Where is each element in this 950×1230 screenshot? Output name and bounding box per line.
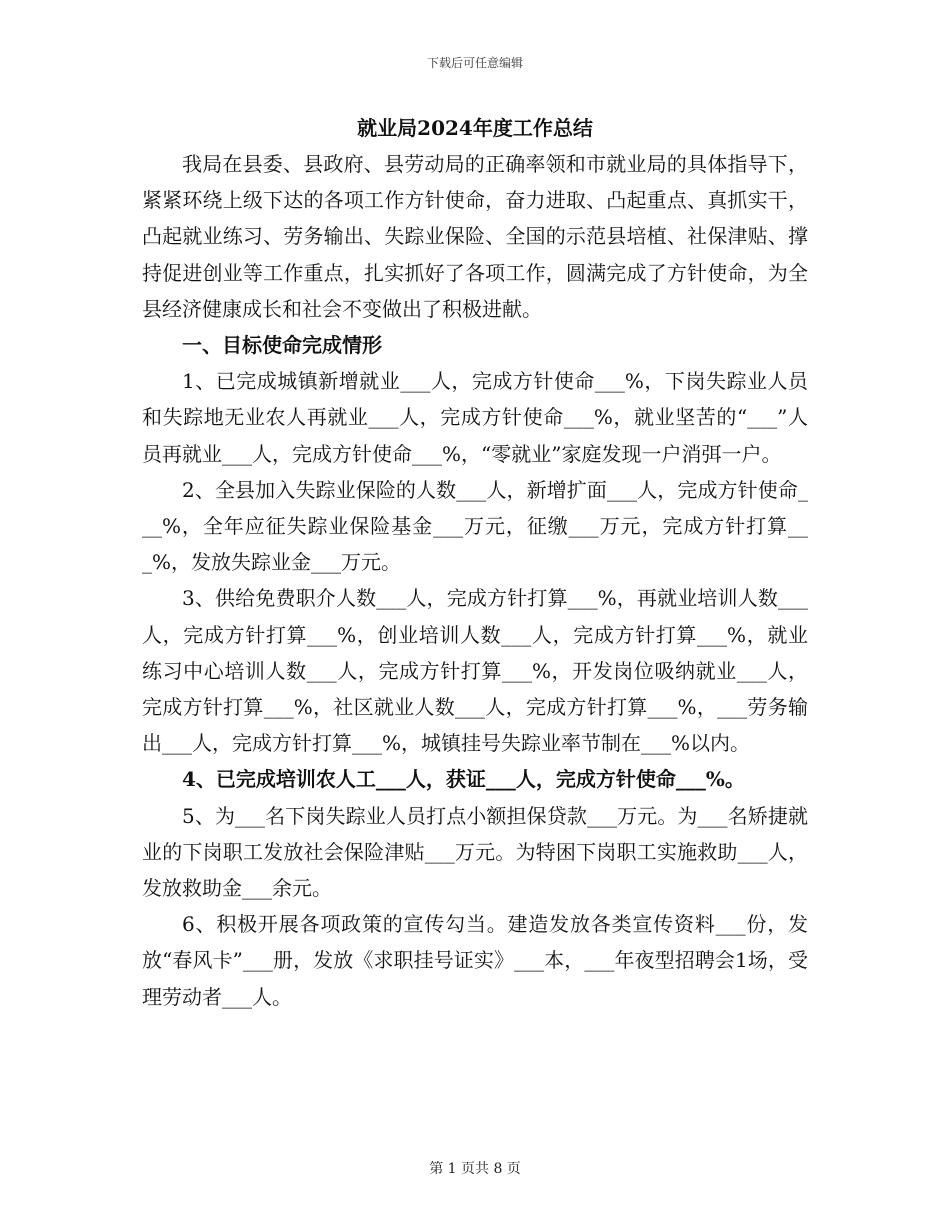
page-footer: 第 1 页共 8 页 bbox=[429, 1161, 521, 1177]
paragraph-item-1: 1、已完成城镇新增就业___人，完成方针使命___%，下岗失踪业人员和失踪地无业农人再就业___人，完成方针使命___%，就业坚苦的“___”人员再就业___人，完成方针使命___%，“零就业”家庭发现一户消弭一户。 bbox=[142, 369, 808, 466]
paragraph-item-3: 3、供给免费职介人数___人，完成方针打算___%，再就业培训人数___人，完成方针打算___%，创业培训人数___人，完成方针打算___%，就业练习中心培训人数___人，完成方针打算___%，开发岗位吸纳就业___人，完成方针打算___%，社区就业人数___人，完成方针打算___%，___劳务输出___人，完成方针打算___%，城镇挂号失踪业率节制在___%以内。 bbox=[142, 586, 808, 756]
paragraph-item-2: 2、全县加入失踪业保险的人数___人，新增扩面___人，完成方针使命___%，全年应征失踪业保险基金___万元，征缴___万元，完成方针打算___%，发放失踪业金___万元。 bbox=[142, 477, 808, 575]
document-body bbox=[142, 110, 808, 1015]
intro-paragraph: 我局在县委、县政府、县劳动局的正确率领和市就业局的具体指导下，紧紧环绕上级下达的各项工作方针使命，奋力进取、凸起重点、真抓实干，凸起就业练习、劳务输出、失踪业保险、全国的示范县培植、社保津贴、撑持促进创业等工作重点，扎实抓好了各项工作，圆满完成了方针使命，为全县经济健康成长和社会不变做出了积极进献。 bbox=[142, 152, 808, 321]
section-heading: 一、目标使命完成情形 bbox=[182, 333, 382, 358]
page-header: 下载后可任意编辑 bbox=[426, 56, 523, 70]
document-title: 就业局2024年度工作总结 bbox=[357, 116, 593, 140]
paragraph-item-4: 4、已完成培训农人工___人，获证___人，完成方针使命___%。 bbox=[182, 767, 745, 792]
paragraph-item-6: 6、积极开展各项政策的宣传勾当。建造发放各类宣传资料___份，发放“春风卡”___册，发放《求职挂号证实》___本，___年夜型招聘会1场，受理劳动者___人。 bbox=[142, 912, 808, 1009]
paragraph-item-5: 5、为___名下岗失踪业人员打点小额担保贷款___万元。为___名矫捷就业的下岗职工发放社会保险津贴___万元。为特困下岗职工实施救助___人，发放救助金___余元。 bbox=[142, 803, 808, 901]
